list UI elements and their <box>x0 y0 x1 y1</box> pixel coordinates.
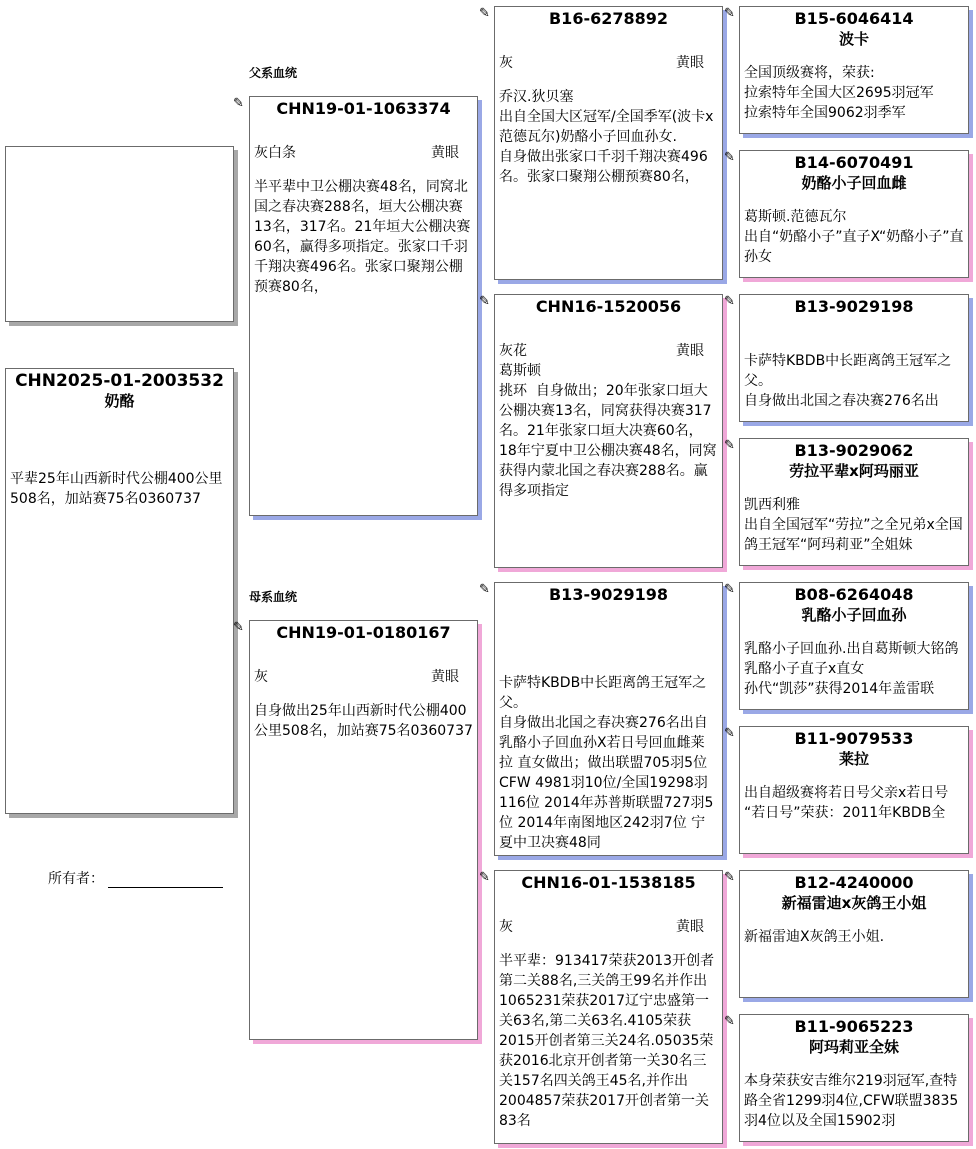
ds-notes: 卡萨特KBDB中长距离鸽王冠军之父。 自身做出北国之春决赛276名出自乳酪小子回血孙X若日号回血雌莱拉 直女做出；做出联盟705羽5位 CFW 4981羽10位/全国19298羽116位 2014年苏普斯联盟727羽5位 2014年南图地区242羽7位 宁夏中卫决赛48同 <box>499 675 714 851</box>
pen-icon[interactable]: ✎ <box>233 620 244 635</box>
subject-notes: 平辈25年山西新时代公棚400公里508名，加站赛75名0360737 <box>10 471 223 507</box>
dsd-ring: B11-9079533 <box>794 729 914 748</box>
dds-card[interactable] <box>739 870 969 998</box>
pen-icon[interactable]: ✎ <box>724 294 735 309</box>
subject-card[interactable] <box>5 368 234 814</box>
sss-card[interactable] <box>739 6 969 134</box>
ss-eye: 黄眼 <box>676 55 704 71</box>
ss-card[interactable] <box>494 6 723 280</box>
owner-field[interactable] <box>48 868 223 888</box>
sd-ring: CHN16-1520056 <box>535 297 682 316</box>
dss-name: 乳酪小子回血孙 <box>801 606 907 624</box>
sire-notes: 半平辈中卫公棚决赛48名，同窝北国之春决赛288名，垣大公棚决赛13名，317名。21年垣大公棚决赛60名，赢得多项指定。张家口千羽千翔决赛496名。张家口聚翔公棚预赛80名， <box>254 179 471 295</box>
ds-card[interactable] <box>494 582 723 856</box>
dss-card[interactable] <box>739 582 969 710</box>
dss-notes: 乳酪小子回血孙.出自葛斯顿大铭鸽乳酪小子直子x直女 孙代“凯莎”获得2014年盖雷联 <box>744 641 959 697</box>
pen-icon[interactable]: ✎ <box>233 96 244 111</box>
ddd-name: 阿玛莉亚全妹 <box>808 1038 899 1056</box>
sds-name <box>740 317 968 337</box>
sds-card[interactable] <box>739 294 969 422</box>
pen-icon[interactable]: ✎ <box>724 582 735 597</box>
ss-notes: 乔汉.狄贝塞 出自全国大区冠军/全国季军(波卡x范德瓦尔)奶酪小子回血孙女. 自身做出张家口千羽千翔决赛496名。张家口聚翔公棚预赛80名， <box>499 89 714 185</box>
ssd-name: 奶酪小子回血雌 <box>801 174 907 192</box>
subject-name: 奶酪 <box>104 392 135 410</box>
dam-ring: CHN19-01-0180167 <box>276 623 451 642</box>
sss-name: 波卡 <box>838 30 869 48</box>
photo-box[interactable] <box>5 146 234 322</box>
dam-color: 灰 <box>254 669 268 685</box>
ss-ring: B16-6278892 <box>548 9 669 28</box>
ssd-ring: B14-6070491 <box>794 153 914 172</box>
dam-eye: 黄眼 <box>431 669 459 685</box>
sire-ring: CHN19-01-1063374 <box>276 99 451 118</box>
dds-notes: 新福雷迪X灰鸽王小姐. <box>744 929 885 945</box>
ss-color: 灰 <box>499 55 513 71</box>
pen-icon[interactable]: ✎ <box>724 150 735 165</box>
ddd-ring: B11-9065223 <box>794 1017 914 1036</box>
ddd-notes: 本身荣获安吉维尔219羽冠军,查特路全省1299羽4位,CFW联盟3835羽4位以及全国15902羽 <box>744 1073 959 1129</box>
sdd-card[interactable] <box>739 438 969 566</box>
dds-ring: B12-4240000 <box>794 873 914 892</box>
pen-icon[interactable]: ✎ <box>479 582 490 597</box>
owner-label: 所有者： <box>48 871 104 887</box>
pen-icon[interactable]: ✎ <box>724 726 735 741</box>
sd-notes: 葛斯顿 挑环 自身做出；20年张家口垣大公棚决赛13名，同窝获得决赛317名。21年张家口垣大决赛60名，18年宁夏中卫公棚决赛48名，同窝获得内蒙北国之春决赛288名。赢得多项指定 <box>499 363 717 499</box>
dsd-notes: 出自超级赛将若日号父亲x若日号 “若日号”荣获：2011年KBDB全 <box>744 785 949 821</box>
pen-icon[interactable]: ✎ <box>724 1014 735 1029</box>
sire-color: 灰白条 <box>254 145 296 161</box>
sd-eye: 黄眼 <box>676 343 704 359</box>
ddd-card[interactable] <box>739 1014 969 1142</box>
dd-card[interactable] <box>494 870 723 1144</box>
sss-notes: 全国顶级赛将，荣获: 拉索特年全国大区2695羽冠军 拉索特年全国9062羽季军 <box>744 65 934 121</box>
ssd-notes: 葛斯顿.范德瓦尔 出自“奶酪小子”直子X“奶酪小子”直孙女 <box>744 209 964 265</box>
sds-ring: B13-9029198 <box>794 297 914 316</box>
owner-line <box>108 873 223 888</box>
dam-section-label: 母系血统 <box>249 590 298 604</box>
sd-color: 灰花 <box>499 343 527 359</box>
sdd-notes: 凯西利雅 出自全国冠军“劳拉”之全兄弟x全国鸽王冠军“阿玛莉亚”全姐妹 <box>744 497 963 553</box>
pen-icon[interactable]: ✎ <box>724 6 735 21</box>
sire-eye: 黄眼 <box>431 145 459 161</box>
pen-icon[interactable]: ✎ <box>724 438 735 453</box>
dd-color: 灰 <box>499 919 513 935</box>
sdd-name: 劳拉平辈x阿玛丽亚 <box>789 462 919 480</box>
sds-notes: 卡萨特KBDB中长距离鸽王冠军之父。 自身做出北国之春决赛276名出 <box>744 353 952 409</box>
ds-ring: B13-9029198 <box>548 585 669 604</box>
pen-icon[interactable]: ✎ <box>479 870 490 885</box>
sss-ring: B15-6046414 <box>794 9 914 28</box>
subject-ring: CHN2025-01-2003532 <box>15 371 224 391</box>
sd-card[interactable] <box>494 294 723 568</box>
dam-card[interactable] <box>249 620 478 1040</box>
pen-icon[interactable]: ✎ <box>724 870 735 885</box>
dds-name: 新福雷迪x灰鸽王小姐 <box>781 894 927 912</box>
dd-eye: 黄眼 <box>676 919 704 935</box>
dam-notes: 自身做出25年山西新时代公棚400公里508名，加站赛75名0360737 <box>254 703 473 739</box>
pen-icon[interactable]: ✎ <box>479 6 490 21</box>
dss-ring: B08-6264048 <box>794 585 914 604</box>
sire-section-label: 父系血统 <box>249 66 298 80</box>
sire-card[interactable] <box>249 96 478 516</box>
dd-notes: 半平辈：913417荣获2013开创者第二关88名,三关鸽王99名并作出1065231荣获2017辽宁忠盛第一关63名,第二关63名.4105荣获2015开创者第三关24名.05035荣获2016北京开创者第一关30名三关157名四关鸽王45名,并作出2004857荣获2017开创者第一关83名 <box>499 953 715 1129</box>
ssd-card[interactable] <box>739 150 969 278</box>
dsd-card[interactable] <box>739 726 969 854</box>
dsd-name: 莱拉 <box>838 750 869 768</box>
dd-ring: CHN16-01-1538185 <box>521 873 696 892</box>
pen-icon[interactable]: ✎ <box>479 294 490 309</box>
sdd-ring: B13-9029062 <box>794 441 914 460</box>
